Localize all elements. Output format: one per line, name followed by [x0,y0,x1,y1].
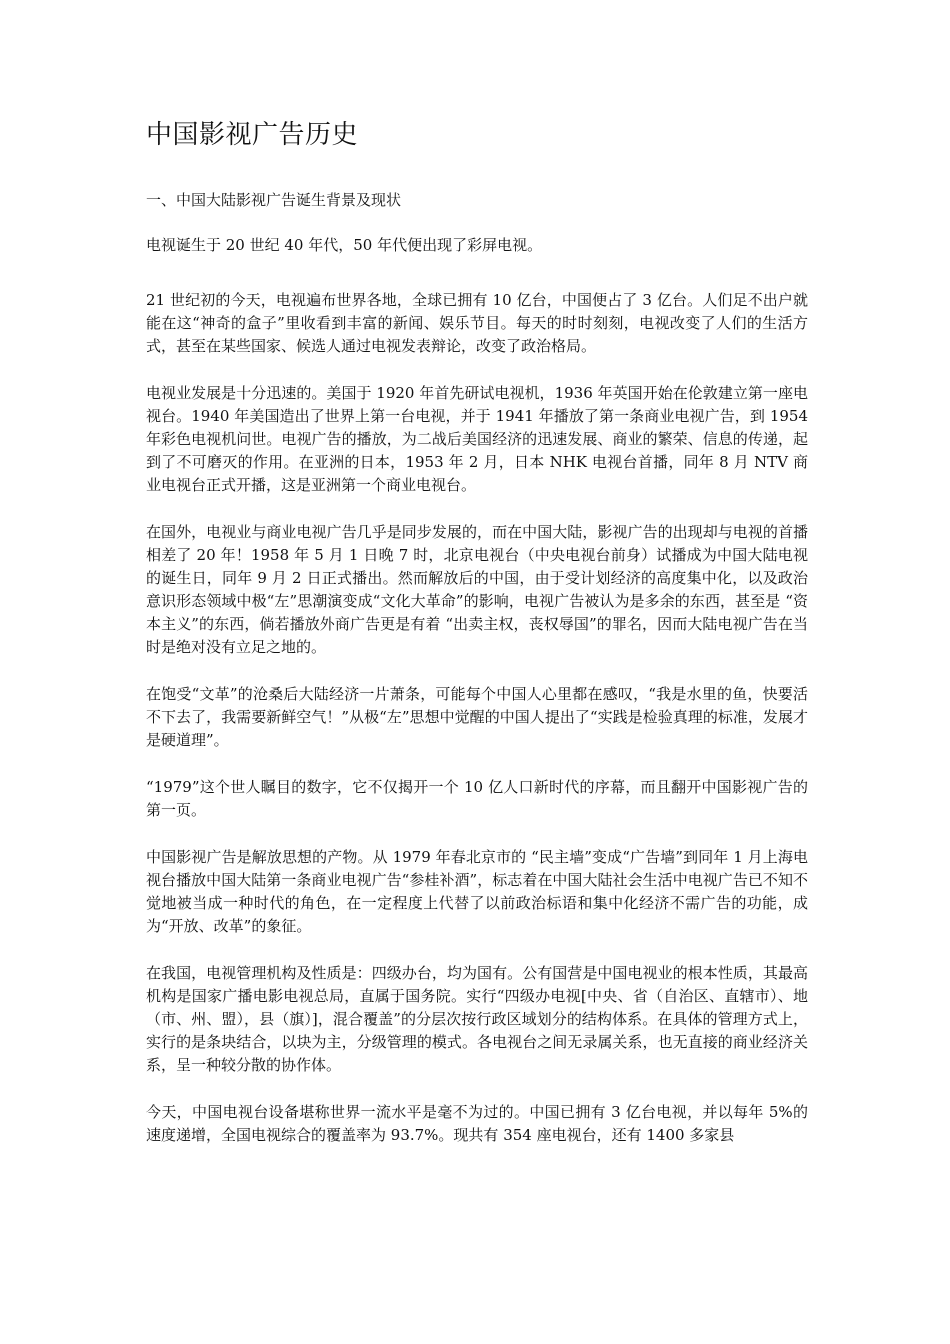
paragraph: 在饱受“文革”的沧桑后大陆经济一片萧条，可能每个中国人心里都在感叹，“我是水里的鱼，快要活不下去了，我需要新鲜空气！”从极“左”思想中觉醒的中国人提出了“实践是检验真理的标准，发展才是硬道理”。 [146,685,808,749]
paragraph: 今天，中国电视台设备堪称世界一流水平是毫不为过的。中国已拥有 3 亿台电视，并以每年 5%的速度递增，全国电视综合的覆盖率为 93.7%。现共有 354 座电视台，还有 1400 多家县 [146,1103,808,1144]
paragraph: 电视诞生于 20 世纪 40 年代，50 年代便出现了彩屏电视。 [146,236,543,254]
paragraph: 在我国，电视管理机构及性质是：四级办台，均为国有。公有国营是中国电视业的根本性质，其最高机构是国家广播电影电视总局，直属于国务院。实行“四级办电视[中央、省（自治区、直辖市）、地（市、州、盟），县（旗）]，混合覆盖”的分层次按行政区域划分的结构体系。在具体的管理方式上，实行的是条块结合，以块为主，分级管理的模式。各电视台之间无录属关系，也无直接的商业经济关系，呈一种较分散的协作体。 [146,964,808,1074]
paragraph: “1979”这个世人瞩目的数字，它不仅揭开一个 10 亿人口新时代的序幕，而且翻开中国影视广告的第一页。 [146,778,808,819]
paragraph: 电视业发展是十分迅速的。美国于 1920 年首先研试电视机，1936 年英国开始在伦敦建立第一座电视台。1940 年美国造出了世界上第一台电视，并于 1941 年播放了第一条商业电视广告，到 1954 年彩色电视机问世。电视广告的播放，为二战后美国经济的迅速发展、商业的繁荣、信息的传递，起到了不可磨灭的作用。在亚洲的日本，1953 年 2 月，日本 NHK 电视台首播，同年 8 月 NTV 商业电视台正式开播，这是亚洲第一个商业电视台。 [146,384,808,494]
document-body [146,234,808,1171]
document-title: 中国影视广告历史 [146,120,359,150]
paragraph: 在国外，电视业与商业电视广告几乎是同步发展的，而在中国大陆，影视广告的出现却与电视的首播相差了 20 年！1958 年 5 月 1 日晚 7 时，北京电视台（中央电视台前身）试播成为中国大陆电视的诞生日，同年 9 月 2 日正式播出。然而解放后的中国，由于受计划经济的高度集中化，以及政治意识形态领域中极“左”思潮演变成“文化大革命”的影响，电视广告被认为是多余的东西，甚至是 “资本主义”的东西，倘若播放外商广告更是有着 “出卖主权，丧权辱国”的罪名，因而大陆电视广告在当时是绝对没有立足之地的。 [146,523,808,656]
section-heading: 一、中国大陆影视广告诞生背景及现状 [146,191,402,209]
paragraph: 21 世纪初的今天，电视遍布世界各地，全球已拥有 10 亿台，中国便占了 3 亿台。人们足不出户就能在这“神奇的盒子”里收看到丰富的新闻、娱乐节目。每天的时时刻刻，电视改变了人们的生活方式，甚至在某些国家、候选人通过电视发表辩论，改变了政治格局。 [146,291,808,355]
paragraph: 中国影视广告是解放思想的产物。从 1979 年春北京市的 “民主墙”变成“广告墙”到同年 1 月上海电视台播放中国大陆第一条商业电视广告“参桂补酒”，标志着在中国大陆社会生活中电视广告已不知不觉地被当成一种时代的角色，在一定程度上代替了以前政治标语和集中化经济不需广告的功能，成为“开放、改革”的象征。 [146,848,808,935]
